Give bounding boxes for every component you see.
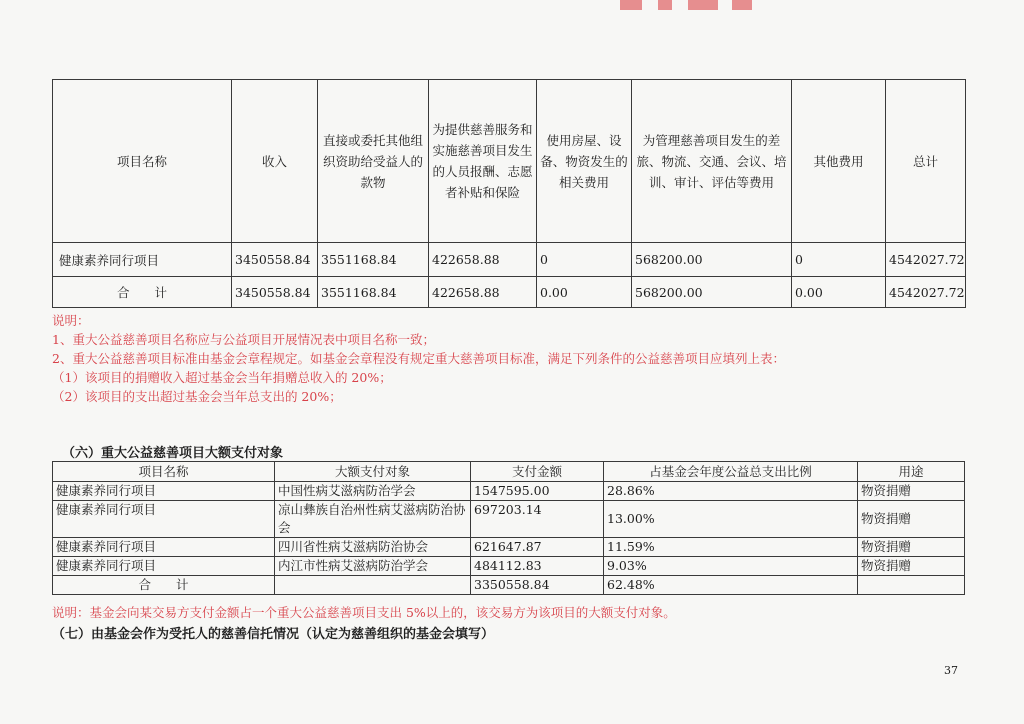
cell-payee: 中国性病艾滋病防治学会 [275,482,471,501]
note-line: （2）该项目的支出超过基金会当年总支出的 20%； [52,389,342,404]
header-direct-aid: 直接或委托其他组织资助给受益人的款物 [318,80,429,243]
total-management-cost: 568200.00 [632,277,792,308]
total-other-cost: 0.00 [792,277,886,308]
header-payee: 大额支付对象 [275,462,471,482]
total-label: 合 计 [53,576,275,595]
total-direct-aid: 3551168.84 [318,277,429,308]
cell-project-name: 健康素养同行项目 [53,482,275,501]
cell-amount: 1547595.00 [471,482,604,501]
cell-ratio: 28.86% [604,482,858,501]
note-line: 1、重大公益慈善项目名称应与公益项目开展情况表中项目名称一致； [52,332,435,347]
cell-staff-cost: 422658.88 [429,243,537,277]
total-label: 合 计 [53,277,232,308]
cell-amount: 697203.14 [471,501,604,538]
cell-project-name: 健康素养同行项目 [53,557,275,576]
table-row [53,538,965,557]
header-project-name: 项目名称 [53,80,232,243]
cell-direct-aid: 3551168.84 [318,243,429,277]
cell-project-name: 健康素养同行项目 [53,538,275,557]
table1-total-row [53,277,966,308]
note-line: 2、重大公益慈善项目标准由基金会章程规定。如基金会章程没有规定重大慈善项目标准，满足下列条件的公益慈善项目应填列上表： [52,351,785,366]
large-payment-table [52,461,965,595]
cell-payee: 凉山彝族自治州性病艾滋病防治协会 [275,501,471,538]
cell-purpose: 物资捐赠 [858,501,965,538]
header-total: 总计 [886,80,966,243]
note-line: （1）该项目的捐赠收入超过基金会当年捐赠总收入的 20%； [52,370,392,385]
cell-ratio: 13.00% [604,501,858,538]
header-purpose: 用途 [858,462,965,482]
table2-note: 说明：基金会向某交易方支付金额占一个重大公益慈善项目支出 5%以上的，该交易方为该项目的大额支付对象。 [52,605,676,620]
total-ratio: 62.48% [604,576,858,595]
total-amount: 3350558.84 [471,576,604,595]
table2-total-row [53,576,965,595]
header-other-cost: 其他费用 [792,80,886,243]
total-total: 4542027.72 [886,277,966,308]
cell-amount: 621647.87 [471,538,604,557]
note-line: 说明： [52,313,90,328]
cell-ratio: 9.03% [604,557,858,576]
cell-project-name: 健康素养同行项目 [53,501,275,538]
header-amount: 支付金额 [471,462,604,482]
cell-other-cost: 0 [792,243,886,277]
section6-title: （六）重大公益慈善项目大额支付对象 [62,446,284,461]
cell-payee: 四川省性病艾滋病防治协会 [275,538,471,557]
header-facility-cost: 使用房屋、设备、物资发生的相关费用 [537,80,632,243]
cell-facility-cost: 0 [537,243,632,277]
cell-income: 3450558.84 [232,243,318,277]
header-project-name: 项目名称 [53,462,275,482]
total-purpose [858,576,965,595]
red-stamp-fragment [600,0,760,12]
cell-project-name: 健康素养同行项目 [53,243,232,277]
cell-total: 4542027.72 [886,243,966,277]
table1-header-row [53,80,966,243]
table-row [53,482,965,501]
cell-payee: 内江市性病艾滋病防治学会 [275,557,471,576]
header-management-cost: 为管理慈善项目发生的差旅、物流、交通、会议、培训、审计、评估等费用 [632,80,792,243]
cell-purpose: 物资捐赠 [858,482,965,501]
cell-ratio: 11.59% [604,538,858,557]
table-row [53,243,966,277]
total-staff-cost: 422658.88 [429,277,537,308]
header-income: 收入 [232,80,318,243]
table-row [53,501,965,538]
table2-header-row [53,462,965,482]
header-staff-cost: 为提供慈善服务和实施慈善项目发生的人员报酬、志愿者补贴和保险 [429,80,537,243]
cell-purpose: 物资捐赠 [858,557,965,576]
major-project-expense-table [52,79,966,308]
header-ratio: 占基金会年度公益总支出比例 [604,462,858,482]
cell-management-cost: 568200.00 [632,243,792,277]
cell-amount: 484112.83 [471,557,604,576]
table1-notes [52,311,785,406]
table-row [53,557,965,576]
page-number: 37 [944,664,958,677]
cell-purpose: 物资捐赠 [858,538,965,557]
section7-title: （七）由基金会作为受托人的慈善信托情况（认定为慈善组织的基金会填写） [52,627,495,642]
total-payee [275,576,471,595]
total-facility-cost: 0.00 [537,277,632,308]
total-income: 3450558.84 [232,277,318,308]
